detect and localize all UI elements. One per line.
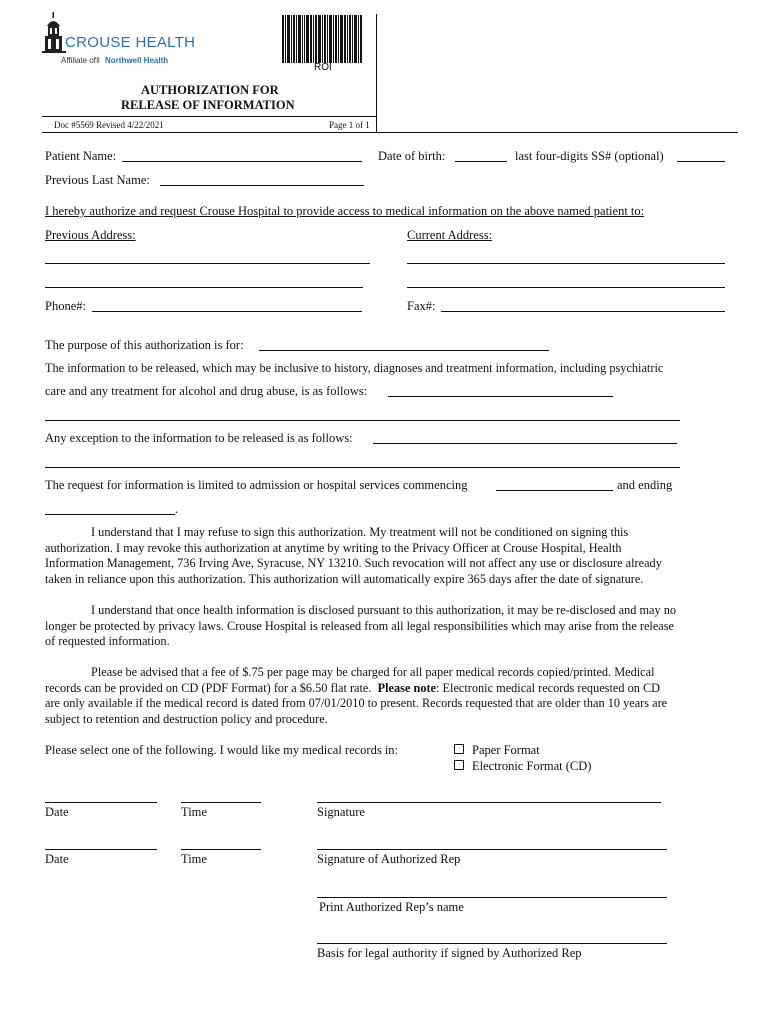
- authorize-statement: I hereby authorize and request Crouse Hospital to provide access to medical information on the above named patient to:: [45, 204, 645, 218]
- paper-format-label: Paper Format: [472, 743, 540, 757]
- limited-label: The request for information is limited to admission or hospital services commencing: [45, 478, 468, 492]
- revocation-line4: taken in reliance upon this authorization. This authorization will automatically expire 365 days after the date of signature.: [45, 571, 644, 586]
- dob-label: Date of birth:: [378, 149, 446, 163]
- print-rep-field[interactable]: [317, 897, 667, 898]
- basis-label: Basis for legal authority if signed by Authorized Rep: [317, 946, 582, 960]
- signature-rep-label: Signature of Authorized Rep: [317, 852, 461, 866]
- fee-line2-end: : Electronic medical records requested on CD: [436, 680, 661, 695]
- patient-name-field[interactable]: [122, 161, 362, 162]
- fee-please-note: Please note: [377, 680, 437, 695]
- commencing-date-field[interactable]: [496, 490, 613, 491]
- revocation-line3: Information Management, 736 Irving Ave, Syracuse, NY 13210. Such revocation will not affect any use or disclosure already: [45, 556, 662, 571]
- previous-address-line2[interactable]: [45, 287, 363, 288]
- time1-label: Time: [181, 805, 207, 819]
- fax-label: Fax#:: [407, 299, 436, 313]
- date1-field[interactable]: [45, 802, 157, 803]
- barcode: [282, 15, 362, 65]
- phone-label: Phone#:: [45, 299, 86, 313]
- previous-address-line1[interactable]: [45, 263, 370, 264]
- barcode-icon: [282, 15, 362, 65]
- doc-number: Doc #5569 Revised 4/22/2021: [54, 120, 164, 130]
- ssn-label: last four-digits SS# (optional): [515, 149, 664, 163]
- info-released-line1: The information to be released, which may be inclusive to history, diagnoses and treatment information, including psychiatric: [45, 361, 664, 375]
- limited-and-ending: and ending: [617, 478, 673, 492]
- time2-field[interactable]: [181, 849, 261, 850]
- time2-label: Time: [181, 852, 207, 866]
- redisclosure-paragraph: [45, 603, 735, 650]
- northwell-icon: Ⅱ: [96, 56, 100, 65]
- signature-rep-field[interactable]: [317, 849, 667, 850]
- electronic-format-checkbox[interactable]: [454, 760, 464, 770]
- page-number: Page 1 of 1: [329, 120, 370, 130]
- date1-label: Date: [45, 805, 69, 819]
- previous-address-label: Previous Address:: [45, 228, 136, 242]
- header-divider-horizontal: [42, 132, 738, 133]
- affiliate-prefix: Affiliate of: [61, 56, 96, 65]
- electronic-format-label: Electronic Format (CD): [472, 759, 592, 773]
- info-released-line2: care and any treatment for alcohol and drug abuse, is as follows:: [45, 384, 368, 398]
- info-released-field1[interactable]: [388, 396, 613, 397]
- exception-label: Any exception to the information to be released is as follows:: [45, 431, 353, 445]
- logo-wordmark: CROUSE HEALTH: [65, 34, 196, 51]
- header-divider-vertical: [376, 14, 377, 132]
- current-address-line1[interactable]: [407, 263, 725, 264]
- phone-field[interactable]: [92, 311, 362, 312]
- date2-field[interactable]: [45, 849, 157, 850]
- fee-line2-start: records can be provided on CD (PDF Format) for a $6.50 flat rate.: [45, 680, 372, 695]
- purpose-field[interactable]: [259, 350, 549, 351]
- form-title-line1: AUTHORIZATION FOR: [141, 83, 279, 97]
- redisclosure-line2: longer be protected by privacy laws. Crouse Hospital is released from all legal responsibilities which may arise from the release: [45, 618, 674, 633]
- patient-name-label: Patient Name:: [45, 149, 117, 163]
- format-prompt: Please select one of the following. I would like my medical records in:: [45, 743, 399, 757]
- date2-label: Date: [45, 852, 69, 866]
- fee-line1: Please be advised that a fee of $.75 per page may be charged for all paper medical records copied/printed. Medical: [91, 665, 655, 679]
- exception-field2[interactable]: [45, 467, 680, 468]
- current-address-line2[interactable]: [407, 287, 725, 288]
- ending-date-field[interactable]: [45, 514, 175, 515]
- limited-period: .: [175, 502, 179, 516]
- fee-paragraph: [45, 665, 735, 727]
- signature-label: Signature: [317, 805, 365, 819]
- revocation-paragraph: [45, 525, 735, 587]
- current-address-label: Current Address:: [407, 228, 493, 242]
- info-released-field2[interactable]: [45, 420, 680, 421]
- basis-field[interactable]: [317, 943, 667, 944]
- revocation-line1: I understand that I may refuse to sign this authorization. My treatment will not be conditioned on signing this: [91, 525, 629, 539]
- crouse-health-logo: [42, 12, 202, 70]
- paper-format-checkbox[interactable]: [454, 744, 464, 754]
- time1-field[interactable]: [181, 802, 261, 803]
- fee-line2: [45, 681, 735, 697]
- ssn-field[interactable]: [677, 161, 725, 162]
- redisclosure-line3: of requested information.: [45, 634, 170, 649]
- dob-field[interactable]: [455, 161, 507, 162]
- barcode-label: ROI: [314, 62, 332, 73]
- fee-line3: are only available if the medical record is dated from 07/01/2010 to present. Records requested that are older than 10 years are: [45, 696, 668, 711]
- building-icon: [42, 12, 66, 54]
- previous-last-name-field[interactable]: [160, 185, 364, 186]
- signature-field[interactable]: [317, 802, 661, 803]
- revocation-line2: authorization. I may revoke this authorization at anytime by writing to the Privacy Officer at Crouse Hospital, Health: [45, 540, 622, 555]
- affiliate-name: Northwell Health: [105, 56, 169, 65]
- exception-field1[interactable]: [373, 443, 677, 444]
- form-title-line2: RELEASE OF INFORMATION: [121, 98, 295, 112]
- previous-last-name-label: Previous Last Name:: [45, 173, 150, 187]
- print-rep-label: Print Authorized Rep’s name: [319, 900, 464, 914]
- fee-line4: subject to retention and destruction policy and procedure.: [45, 711, 328, 726]
- fax-field[interactable]: [441, 311, 725, 312]
- purpose-label: The purpose of this authorization is for:: [45, 338, 244, 352]
- doc-info-rule: [42, 116, 376, 117]
- redisclosure-line1: I understand that once health information is disclosed pursuant to this authorization, it may be re-disclosed and may no: [91, 603, 676, 617]
